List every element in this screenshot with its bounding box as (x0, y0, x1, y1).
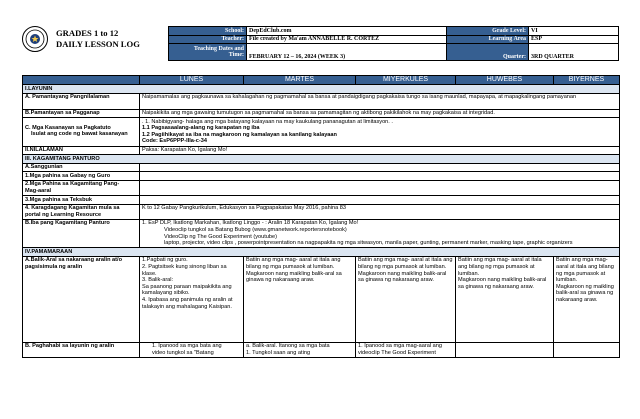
balik-aral-huwebes: Batiin ang mga mag- aaral at itala ang bilang ng mga pumasok at lumiban. Magkaroon nang maikling balik-aral sa ginawa ng nakaraang araw. (456, 256, 554, 342)
title-line-grades: GRADES 1 to 12 (56, 28, 119, 38)
day-header-row (23, 76, 620, 85)
teaching-dates-label-line1: Teaching Dates and (193, 46, 244, 52)
learning-resource-label-line1: 4. Karagdagang Kagamitan mula sa (25, 205, 120, 212)
paghahabi-lunes-line2: video tungkol sa "Batang (152, 349, 214, 356)
gabay-guro-label: 1.Mga pahina sa Gabay ng Guro (23, 172, 140, 181)
paghahabi-lunes (140, 342, 244, 357)
school-value: DepEdClub.com (247, 27, 447, 36)
balik-aral-label-line1: A.Balik-Aral sa nakaraang aralin at/o (25, 257, 122, 264)
kagamitang-pang-label-line1: 2.Mga Pahina sa Kagamitang Pang- (25, 181, 120, 188)
day-header-martes: MARTES (244, 76, 356, 85)
pamantayang-pangnilalaman-value: Naipamamalas ang pagkaunawa sa kahalagahan ng pagmamahal sa bansa at pandaigdigang pagkakaisa tungo sa isang maunlad, mapayapa, at mapagkalingang pamayanan (140, 93, 620, 109)
kasanayan-label-line1: C. Mga Kasanayan sa Pagkatuto (25, 124, 111, 131)
paghahabi-martes (244, 342, 356, 357)
kasanayan-line2: 1.1 Pagsasaalang-alang ng karapatan ng iba (142, 125, 260, 132)
teksbuk-value (140, 196, 620, 205)
balik-aral-label-line2: pagsisimula ng aralin (25, 263, 83, 270)
sanggunian-label: A.Sanggunian (23, 163, 140, 172)
iba-line4: laptop, projector, video clips , powerpointpresentation na nagpapakita ng mga sitwasyon, manila paper, gunting, permanent marker, masking tape, graphic organizers (164, 240, 573, 247)
iba-line3: VideoClip ng The Good Experiment (youtube) (164, 233, 277, 240)
iba-line2: Videoclip tungkol sa Batang Bubog (www.gmanetwork.reportersnotebook) (164, 227, 347, 233)
deped-seal-icon (22, 26, 48, 52)
paghahabi-martes-line1: a. Balik-aral. Itanong sa mga bata (246, 343, 330, 350)
teaching-dates-label (169, 44, 247, 61)
balik-lunes-item-3: 3. Balik-aral: (142, 277, 174, 284)
pamantayan-pagganap-value: Naipakikita ang mga gawaing tumutugon sa pagmamahal sa bansa sa pamamagitan ng aktibong pakikilahok na may pagkakaisa at integridad. (140, 109, 620, 118)
iba-pang-kagamitan-value (140, 219, 620, 247)
kagamitang-pang-mag-aaral-value (140, 180, 620, 195)
gabay-guro-value (140, 172, 620, 181)
teaching-dates-label-line2: Time: (228, 52, 244, 58)
balik-aral-biyernes: Batiin ang mga mag-aaral at itala ang bilang ng mga pumasok at lumiban. Magkaroon ng maikling balik-aral sa ginawa ng nakaraang araw. (554, 256, 620, 342)
balik-aral-miyerkules: Batiin ang mga mag- aaral at itala ang bilang ng mga pumasok at lumiban. Magkaroon nang maikling balik-aral sa ginawa ng nakaraang araw. (356, 256, 456, 342)
header-info-table (168, 26, 619, 61)
day-header-lunes: LUNES (140, 76, 244, 85)
learning-area-label: Learning Area (447, 35, 529, 44)
grade-level-label: Grade Level: (447, 27, 529, 36)
teacher-value: File created by Ma'am ANNABELLE R. CORTEZ (247, 35, 447, 44)
kasanayan-line3: 1.2 Pagiihikayat sa iba na magkaroon ng kamalayan sa kanilang kalayaan (142, 131, 337, 138)
balik-aral-lunes (140, 256, 244, 342)
paghahabi-biyernes (554, 342, 620, 357)
paghahabi-miyerkules-line2: videoclip The Good Experiment (358, 349, 436, 356)
paghahabi-huwebes (456, 342, 554, 357)
paghahabi-miyerkules-line1: 1. Ipanood sa mga mag-aaral ang (358, 343, 442, 350)
balik-lunes-item-4: Sa paanong paraan maipakikita ang kamalayang sibiko. (142, 283, 232, 297)
kasanayan-label (23, 118, 140, 146)
grade-level-value: VI (529, 27, 619, 36)
kasanayan-line1: . 1. Nabibigyang- halaga ang mga batayang kalayaan na may kaukulang pananagutan at limitasyon. . (142, 118, 393, 125)
teaching-dates-value: FEBRUARY 12 – 16, 2024 (WEEK 3) (247, 44, 447, 61)
pamantayang-pangnilalaman-label: A. Pamantayang Pangnilalaman (23, 93, 140, 109)
learning-resource-value: K to 12 Gabay Pangkurikulum, Edukasyon sa Pagpapakatao May 2016, pahina 83 (140, 204, 620, 219)
learning-area-value: ESP (529, 35, 619, 44)
pamantayan-pagganap-label: B.Pamantayan sa Pagganap (23, 109, 140, 118)
balik-lunes-item-5: 4. Ipabasa ang panimula ng aralin at talakayin ang mahalagang Kaisipan. (142, 296, 233, 310)
iba-pang-kagamitan-label: B.Iba pang Kagamitang Panturo (23, 219, 140, 247)
section-layunin: I.LAYUNIN (23, 85, 620, 94)
kasanayan-code: Code: EsP6PPP-IIIa-c-34 (142, 138, 207, 145)
lesson-log-table (22, 75, 620, 358)
teksbuk-label: 3.Mga pahina sa Teksbuk (23, 196, 140, 205)
teacher-label: Teacher: (169, 35, 247, 44)
balik-lunes-item-2: 2. Pagtsitsek kung sinong liban sa klase. (142, 263, 227, 277)
day-header-miyerkules: MIYERKULES (356, 76, 456, 85)
kasanayan-label-line2: Isulat ang code ng bawat kasanayan (31, 131, 128, 138)
log-title (56, 28, 140, 50)
kagamitang-pang-label-line2: Mag-aaral (25, 188, 52, 195)
day-header-blank (23, 76, 140, 85)
quarter-value: 3RD QUARTER (529, 44, 619, 61)
learning-resource-label-line2: portal ng Learning Resource (25, 211, 102, 218)
school-label: School: (169, 27, 247, 36)
paghahabi-martes-line2: 1. Tungkol saan ang ating (246, 349, 311, 356)
kasanayan-value (140, 118, 620, 146)
iba-line1: 1. EsP DLP, Ikatlong Markahan, Ikatlong Linggo - : Aralin 18 Karapatan Ko, Igalang Mo! (142, 220, 359, 227)
paghahabi-miyerkules (356, 342, 456, 357)
day-header-huwebes: HUWEBES (456, 76, 554, 85)
kagamitang-pang-mag-aaral-label (23, 180, 140, 195)
sanggunian-value (140, 163, 620, 172)
quarter-label: Quarter: (447, 44, 529, 61)
nilalaman-value: Paksa: Karapatan Ko, Igalang Mo! (140, 146, 620, 155)
paghahabi-lunes-line1: 1. Ipanood sa mga bata ang (152, 343, 222, 350)
balik-aral-label (23, 256, 140, 342)
balik-lunes-item-1: 1.Pagbati ng guro. (142, 257, 188, 264)
balik-aral-martes: Batiin ang mga mag- aaral at itala ang bilang ng mga pumasok at lumiban. Magkaroon nang maikling balik-aral sa ginawa ng nakaraang araw. (244, 256, 356, 342)
learning-resource-label (23, 204, 140, 219)
title-line-dll: DAILY LESSON LOG (56, 39, 140, 49)
section-kagamitang-panturo: III. KAGAMITANG PANTURO (23, 155, 620, 164)
section-pamamaraan: IV.PAMAMARAAN (23, 248, 620, 257)
paghahabi-label: B. Paghahabi sa layunin ng aralin (23, 342, 140, 357)
nilalaman-label: II.NILALAMAN (23, 146, 140, 155)
day-header-biyernes: BIYERNES (554, 76, 620, 85)
